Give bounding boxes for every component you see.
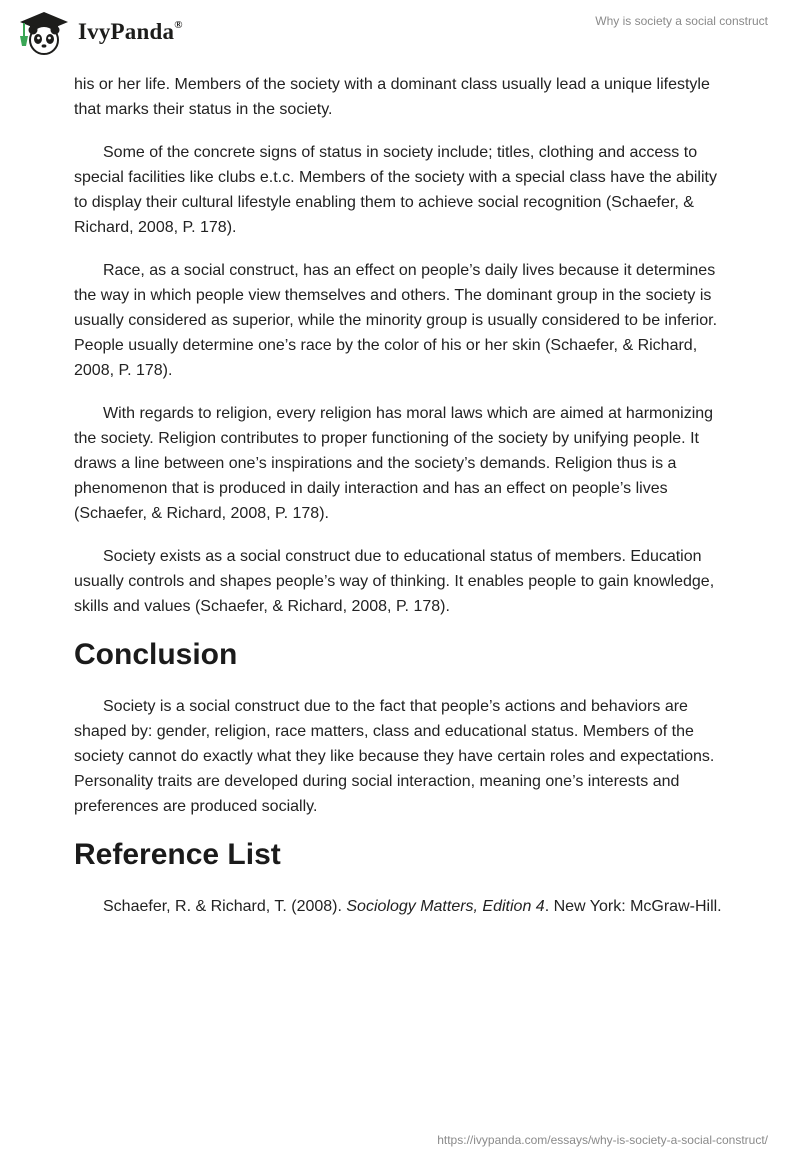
paragraph: Society exists as a social construct due to educational status of members. Education usually controls and shapes people’s way of thinking. It enables people to gain knowledge, skills and values (Schaefer, & Richard, 2008, P. 178). [74, 548, 715, 615]
page-title: Why is society a social construct [595, 14, 768, 28]
ivypanda-logo[interactable] [14, 8, 183, 56]
paragraph: Some of the concrete signs of status in society include; titles, clothing and access to special facilities like clubs e.t.c. Members of the society with a special class have the ability to display their cultural lifestyle enabling them to achieve social recognition (Schaefer, & Richard, 2008, P. 178). [74, 144, 717, 236]
reference-entry [74, 894, 726, 919]
reference-list-heading: Reference List [74, 838, 281, 871]
paragraph: his or her life. Members of the society with a dominant class usually lead a unique lifestyle that marks their status in the society. [74, 76, 710, 118]
essay-content [74, 72, 726, 937]
conclusion-heading: Conclusion [74, 638, 238, 671]
reference-title: Sociology Matters, Edition 4 [346, 898, 545, 915]
paragraph: With regards to religion, every religion has moral laws which are aimed at harmonizing the society. Religion contributes to proper functioning of the society by unifying people. It draws a line between one’s inspirations and the society’s demands. Religion thus is a phenomenon that is produced in daily interaction and has an effect on people’s lives (Schaefer, & Richard, 2008, P. 178). [74, 405, 714, 522]
paragraph: Race, as a social construct, has an effect on people’s daily lives because it determines the way in which people view themselves and others. The dominant group in the society is usually considered as superior, while the minority group is usually considered to be inferior. People usually determine one’s race by the color of his or her skin (Schaefer, & Richard, 2008, P. 178). [74, 262, 718, 379]
source-url[interactable]: https://ivypanda.com/essays/why-is-society-a-social-construct/ [437, 1133, 768, 1147]
page-header [0, 0, 800, 70]
panda-graduate-icon [14, 8, 70, 56]
reference-authors: Schaefer, R. & Richard, T. (2008). [103, 898, 347, 915]
conclusion-paragraph: Society is a social construct due to the fact that people’s actions and behaviors are shaped by: gender, religion, race matters, class and educational status. Members of the society cannot do exactly what they like because they have certain roles and expectations. Personality traits are developed during social interaction, meaning one’s interests and preferences are produced socially. [74, 698, 715, 815]
reference-publisher: . New York: McGraw-Hill. [544, 898, 722, 915]
brand-name: IvyPanda® [78, 19, 183, 44]
